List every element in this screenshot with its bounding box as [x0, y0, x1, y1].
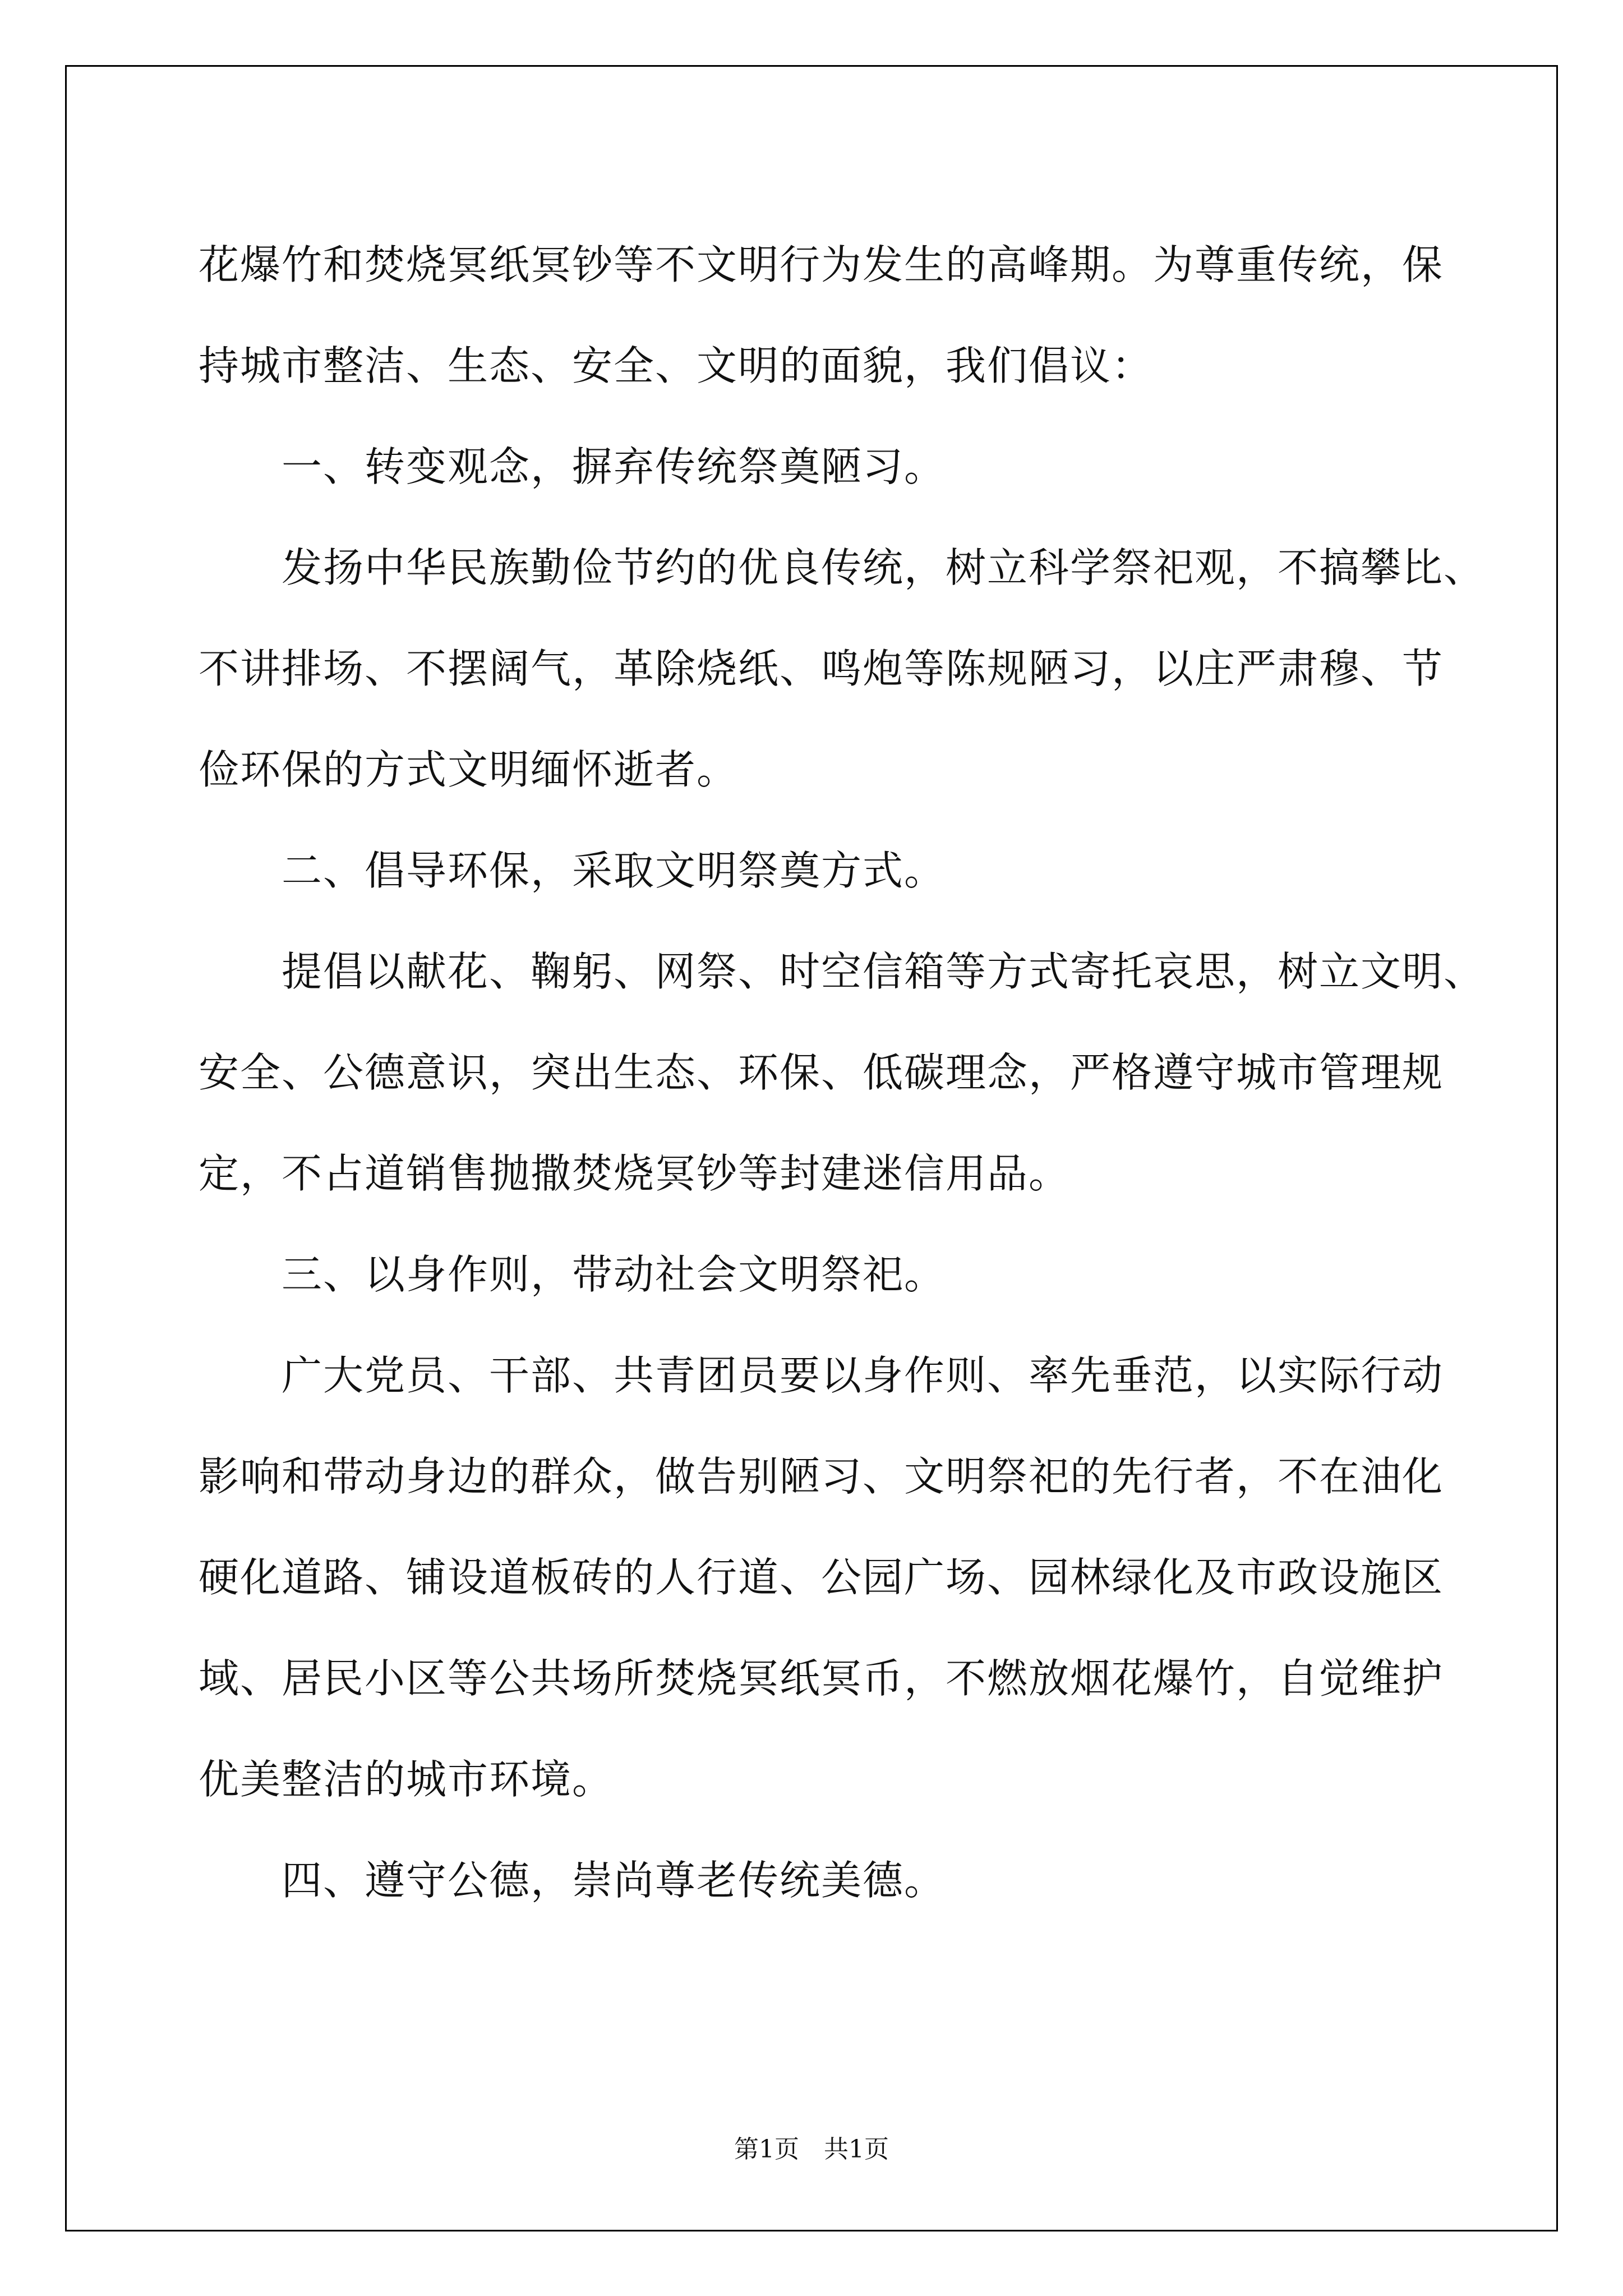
body-line: 硬化道路、铺设道板砖的人行道、公园广场、园林绿化及市政设施区 [199, 1554, 1444, 1601]
section-heading: 二、倡导环保，采取文明祭奠方式。 [282, 847, 946, 894]
body-line: 提倡以献花、鞠躬、网祭、时空信箱等方式寄托哀思，树立文明、 [282, 948, 1486, 995]
body-line: 安全、公德意识，突出生态、环保、低碳理念，严格遵守城市管理规 [199, 1049, 1444, 1096]
body-line: 域、居民小区等公共场所焚烧冥纸冥币，不燃放烟花爆竹，自觉维护 [199, 1655, 1444, 1702]
body-line: 定，不占道销售抛撒焚烧冥钞等封建迷信用品。 [199, 1150, 1071, 1197]
body-line: 持城市整洁、生态、安全、文明的面貌，我们倡议： [199, 342, 1154, 389]
body-line: 发扬中华民族勤俭节约的优良传统，树立科学祭祀观，不搞攀比、 [282, 544, 1486, 591]
body-line: 优美整洁的城市环境。 [199, 1756, 614, 1803]
page-number: 第1页 共1页 [734, 2135, 889, 2164]
document-body [199, 214, 1486, 1931]
section-heading: 一、转变观念，摒弃传统祭奠陋习。 [282, 443, 946, 490]
section-heading: 四、遵守公德，崇尚尊老传统美德。 [282, 1857, 946, 1904]
body-line: 影响和带动身边的群众，做告别陋习、文明祭祀的先行者，不在油化 [199, 1453, 1444, 1500]
body-line: 俭环保的方式文明缅怀逝者。 [199, 746, 739, 793]
body-line: 不讲排场、不摆阔气，革除烧纸、鸣炮等陈规陋习，以庄严肃穆、节 [199, 645, 1444, 692]
section-heading: 三、以身作则，带动社会文明祭祀。 [282, 1251, 946, 1298]
body-line: 广大党员、干部、共青团员要以身作则、率先垂范，以实际行动 [282, 1352, 1444, 1399]
body-line: 花爆竹和焚烧冥纸冥钞等不文明行为发生的高峰期。为尊重传统，保 [199, 241, 1444, 288]
